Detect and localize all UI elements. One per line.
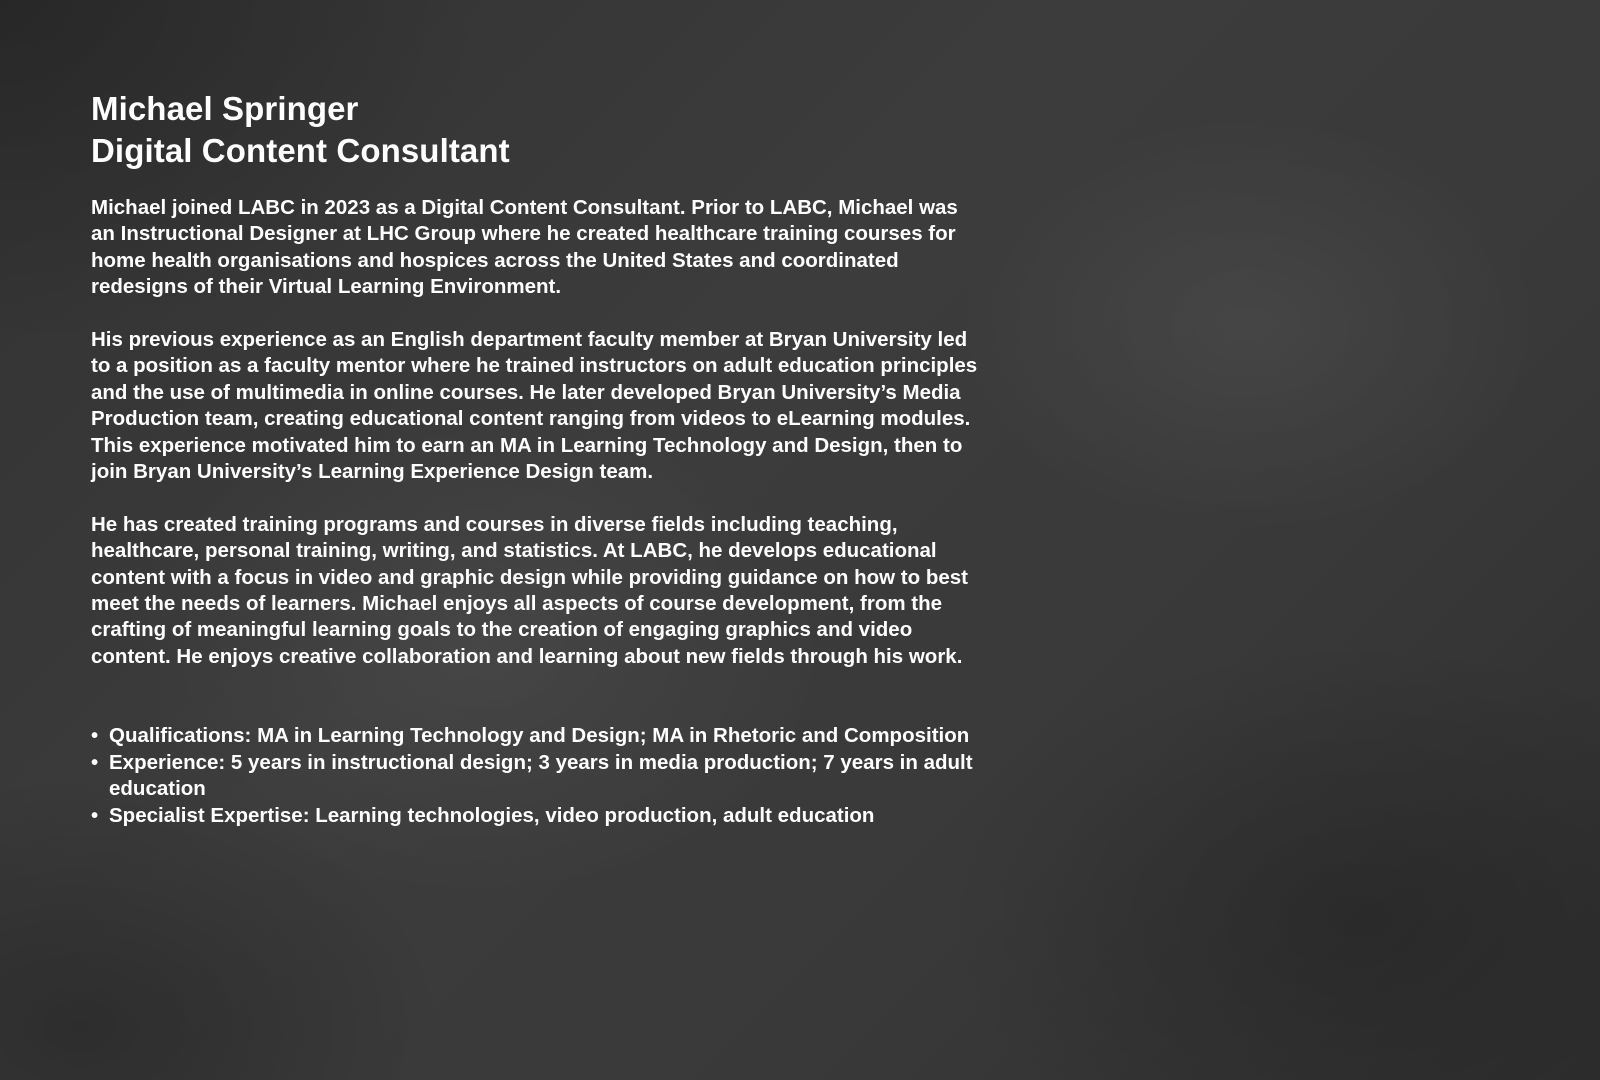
job-title: Digital Content Consultant bbox=[91, 132, 510, 169]
fact-expertise bbox=[91, 803, 991, 829]
bio-paragraph-3: He has created training programs and courses in diverse fields including teaching, healthcare, personal training, writing, and statistics. At LABC, he develops educational content with a focus in video and graphic design while providing guidance on how to best meet the needs of learners. Michael enjoys all aspects of course development, from the crafting of meaningful learning goals to the creation of engaging graphics and video content. He enjoys creative collaboration and learning about new fields through his work. bbox=[91, 512, 968, 668]
fact-text: Specialist Expertise: Learning technologies, video production, adult education bbox=[109, 803, 875, 827]
fact-text: Qualifications: MA in Learning Technology and Design; MA in Rhetoric and Composition bbox=[109, 724, 970, 748]
bio-paragraph-2: His previous experience as an English department faculty member at Bryan University led to a position as a faculty mentor where he trained instructors on adult education principles and the use of multimedia in online courses. He later developed Bryan University’s Media Production team, creating educational content ranging from videos to eLearning modules. This experience motivated him to earn an MA in Learning Technology and Design, then to join Bryan University’s Learning Experience Design team. bbox=[91, 328, 978, 484]
fact-experience bbox=[91, 750, 991, 803]
fact-qualifications bbox=[91, 723, 991, 749]
fact-text: Experience: 5 years in instructional design; 3 years in media production; 7 years in adult education bbox=[109, 750, 973, 801]
person-name: Michael Springer bbox=[91, 90, 359, 127]
bullet-icon: • bbox=[91, 750, 99, 774]
bullet-icon: • bbox=[91, 724, 99, 748]
bio-section bbox=[91, 195, 991, 670]
key-facts-list bbox=[91, 723, 991, 829]
bio-paragraph-1: Michael joined LABC in 2023 as a Digital Content Consultant. Prior to LABC, Michael was an Instructional Designer at LHC Group where he created healthcare training courses for home health organisations and hospices across the United States and coordinated redesigns of their Virtual Learning Environment. bbox=[91, 196, 958, 299]
bullet-icon: • bbox=[91, 803, 99, 827]
profile-card bbox=[91, 88, 991, 829]
